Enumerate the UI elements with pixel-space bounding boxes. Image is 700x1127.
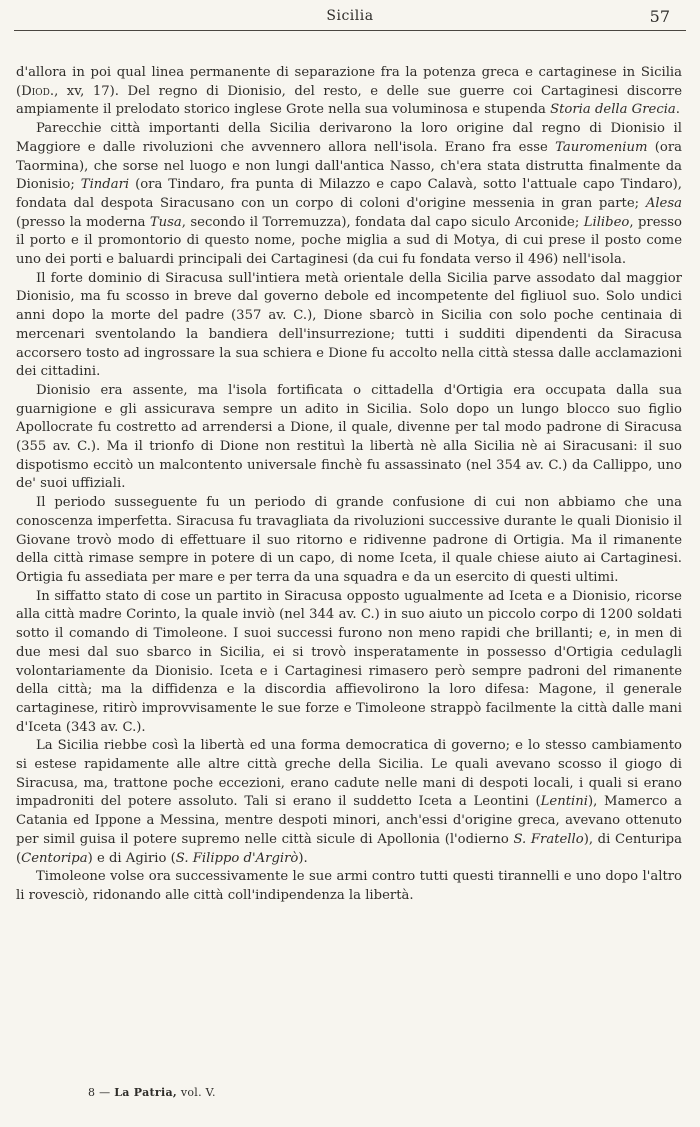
citation-abbrev: Diod. xyxy=(21,83,55,99)
volume-label: vol. V. xyxy=(180,1086,216,1099)
text-run: d'allora in poi qual linea permanente di separazione fra la potenza greca e cartaginese in Sicilia ( xyxy=(16,65,682,99)
italic-term: S. Fratello xyxy=(513,831,584,847)
italic-term: Tindari xyxy=(80,177,130,193)
italic-term: Tauromenium xyxy=(555,139,648,155)
text-run: , presso il porto e il promontorio di questo nome, poche miglia a sud di Motya, di cui prese il posto come uno dei porti e baluardi principali dei Cartaginesi (da cui fu fondata verso il 496) nell'isola. xyxy=(16,214,682,268)
text-run: Timoleone volse ora successivamente le sue armi contro tutti questi tirannelli e uno dopo l'altro li rovesciò, ridonando alle città coll'indipendenza la libertà. xyxy=(16,869,682,903)
text-run: Parecchie città importanti della Sicilia derivarono la loro origine dal regno di Dionisio il Maggiore e dalle rivoluzioni che avvennero allora nell'isola. Erano fra esse xyxy=(16,121,682,155)
paragraph xyxy=(16,868,682,905)
italic-term: Lentini xyxy=(540,794,588,810)
text-run: , xv, 17). Del regno di Dionisio, del resto, e delle sue guerre coi Cartaginesi discorre ampiamente il prelodato storico inglese Grote nella sua voluminosa e stupenda xyxy=(16,83,682,118)
italic-term: Lilibeo xyxy=(583,214,630,230)
signature-mark: 8 — xyxy=(88,1086,111,1099)
paragraph xyxy=(16,588,682,738)
text-run: ) e di Agirio ( xyxy=(87,850,176,866)
text-run: (ora Taormina), che sorse nel luogo e non lungi dall'antica Nasso, ch'era stata distrutta finalmente da Dionisio; xyxy=(16,139,682,193)
italic-term: Alesa xyxy=(645,195,682,211)
paragraph xyxy=(16,737,682,868)
text-run: La Sicilia riebbe così la libertà ed una forma democratica di governo; e lo stesso cambiamento si estese rapidamente alle altre città greche della Sicilia. Le quali avevano scosso il giogo di Siracusa, ma, trattone poche eccezioni, erano cadute nelle mani di despoti locali, i quali si erano impadroniti del potere assoluto. Tali si erano il suddetto Iceta a Leontini ( xyxy=(16,738,682,810)
italic-term: Storia della Grecia xyxy=(550,102,676,118)
page-number: 57 xyxy=(649,7,670,26)
italic-term: S. Filippo d'Argirò xyxy=(175,850,299,866)
text-run: (ora Tindaro, fra punta di Milazzo e capo Calavà, sotto l'attuale capo Tindaro), fondata dal despota Siracusano con un corpo di coloni d'origine messenia in gran parte; xyxy=(16,177,682,211)
text-run: Il forte dominio di Siracusa sull'intiera metà orientale della Sicilia parve assodato dal maggior Dionisio, ma fu scosso in breve dal governo debole ed incompetente del figliuol suo. Solo undici anni dopo la morte del padre (357 av. C.), Dione sbarcò in Sicilia con solo poche centinaia di mercenari sventolando la bandiera dell'insurrezione; tutti i sudditi dipendenti da Siracusa accorsero tosto ad ingrossare la sua schiera e Dione fu accolto nella città stessa dalle acclamazioni dei cittadini. xyxy=(16,270,682,380)
paragraph xyxy=(16,64,682,120)
footer-signature-line xyxy=(88,1086,216,1099)
text-run: , secondo il Torremuzza), fondata dal capo siculo Arconide; xyxy=(181,214,584,230)
body-text xyxy=(16,64,682,906)
header-rule xyxy=(14,30,686,31)
paragraph xyxy=(16,120,682,270)
text-run: ). xyxy=(298,850,308,866)
text-run: ), di Centuripa ( xyxy=(16,831,682,866)
text-run: (presso la moderna xyxy=(16,214,150,230)
paragraph xyxy=(16,382,682,494)
italic-term: Centoripa xyxy=(21,850,88,866)
text-run: ), Mamerco a Catania ed Ippone a Messina, mentre despoti minori, anch'essi d'origine greca, avevano ottenuto per simil guisa il potere supremo nelle città sicule di Apollonia (l'odierno xyxy=(16,794,682,847)
text-run: In siffatto stato di cose un partito in Siracusa opposto ugualmente ad Iceta e a Dionisio, ricorse alla città madre Corinto, la quale inviò (nel 344 av. C.) in suo aiuto un piccolo corpo di 1200 soldati sotto il comando di Timoleone. I suoi successi furono non meno rapidi che brillanti; e, in men di due mesi dal suo sbarco in Sicilia, ei si trovò insperatamente in possesso d'Ortigia cedulagli volontariamente da Dionisio. Iceta e i Cartaginesi rimasero però sempre padroni del rimanente della città; ma la diffidenza e la discordia affievolirono la loro difesa: Magone, il generale cartaginese, ritirò improvvisamente le sue forze e Timoleone strappò facilmente la città dalle mani d'Iceta (343 av. C.). xyxy=(16,588,682,735)
text-run: Il periodo susseguente fu un periodo di grande confusione di cui non abbiamo che una conoscenza imperfetta. Siracusa fu travagliata da rivoluzioni successive durante le quali Dionisio il Giovane trovò modo di effettuare il suo ritorno e ridivenne padrone di Ortigia. Ma il rimanente della città rimase sempre in potere di un capo, di nome Iceta, il quale chiese aiuto ai Cartaginesi. Ortigia fu assediata per mare e per terra da una squadra e da un esercito di questi ultimi. xyxy=(16,495,682,585)
text-run: Dionisio era assente, ma l'isola fortificata o cittadella d'Ortigia era occupata dalla sua guarnigione e gli assicurava sempre un adito in Sicilia. Solo dopo un lungo blocco suo figlio Apollocrate fu costretto ad arrendersi a Dione, il quale, divenne per tal modo padrone di Siracusa (355 av. C.). Ma il trionfo di Dione non restituì la libertà nè alla Sicilia nè ai Siracusani: il suo dispotismo eccitò un malcontento universale finchè fu assassinato (nel 354 av. C.) da Callippo, uno de' suoi uffiziali. xyxy=(16,382,682,492)
text-run: . xyxy=(675,102,680,118)
paragraph xyxy=(16,494,682,588)
italic-term: Tusa xyxy=(149,214,182,230)
journal-title: La Patria, xyxy=(114,1086,178,1099)
page-header xyxy=(0,6,700,30)
running-title: Sicilia xyxy=(326,8,374,24)
paragraph xyxy=(16,270,682,382)
